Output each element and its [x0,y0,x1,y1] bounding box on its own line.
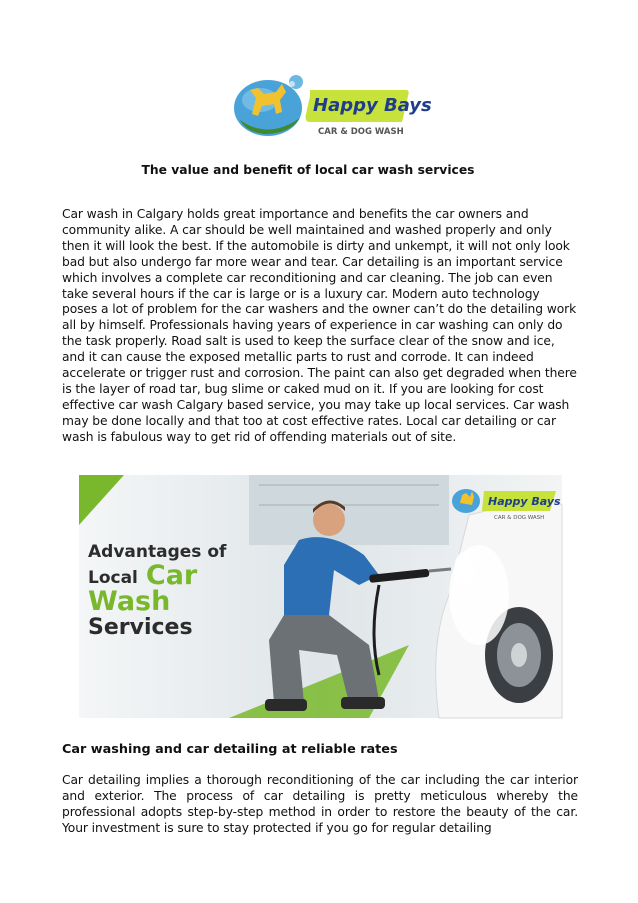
section-heading: Car washing and car detailing at reliable rates [62,742,398,757]
document-title: The value and benefit of local car wash services [141,163,475,177]
logo-brand-text: Happy Bays [313,95,432,116]
banner-word-local: Local [88,568,138,588]
logo-tagline-text: CAR & DOG WASH [318,127,404,137]
banner-logo [450,481,561,521]
detailing-paragraph: Car detailing implies a thorough reconditioning of the car including the car interior and exterior. The process of car detailing is pretty meticulous whereby the professional adopts step-by-step method in order to restore the beauty of the car. Your investment is sure to stay protected if you go for regular detailing [62,773,578,835]
dog-on-bubble-logo-icon [230,70,432,142]
banner-word-services: Services [88,615,193,640]
banner-word-car: Car [145,560,198,591]
banner-logo-brand-text: Happy Bays [488,495,561,508]
banner-headline [88,541,226,641]
brand-logo [230,70,432,142]
banner-dog-logo-icon [450,481,561,521]
intro-paragraph: Car wash in Calgary holds great importance and benefits the car owners and community alike. A car should be well maintained and washed properly and only then it will look the best. If the automobile is dirty and unkempt, it will not only look bad but also undergo far more wear and tear. Car detailing is an important service which involves a complete car reconditioning and car cleaning. The job can even take several hours if the car is large or is a luxury car. Modern auto technology poses a lot of problem for the car washers and the owner can’t do the detailing work all by himself. Professionals having years of experience in car washing can only do the task properly. Road salt is used to keep the surface clear of the snow and ice, and it can cause the exposed metallic parts to rust and corrode. It can indeed accelerate or trigger rust and corrosion. The paint can also get degraded when there is the layer of road tar, bug slime or caked mud on it. If you are looking for cost effective car wash Calgary based service, you may take up local services. Car wash may be done locally and that too at cost effective rates. Local car detailing or car wash is fabulous way to get rid of offending materials out of site. [62,207,577,444]
banner-line-advantages: Advantages of [88,542,227,562]
banner-logo-tagline-text: CAR & DOG WASH [494,515,545,521]
car-wash-banner-image [79,475,562,718]
banner-word-wash: Wash [88,586,171,617]
